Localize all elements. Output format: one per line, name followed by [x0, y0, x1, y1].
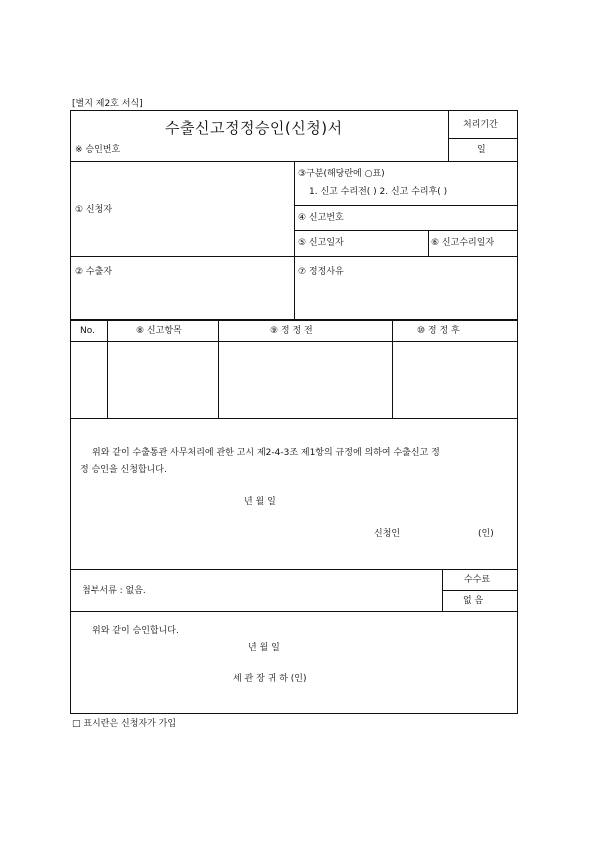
divider: [448, 110, 449, 162]
column-header-after: ⑩ 정 정 후: [417, 326, 460, 336]
divider: [107, 320, 108, 418]
divider: [428, 230, 429, 257]
declaration-date-label: ⑤ 신고일자: [298, 238, 344, 248]
approval-date: 년 월 일: [248, 643, 280, 653]
fee-value: 없 음: [463, 596, 484, 606]
declaration-number-label: ④ 신고번호: [298, 213, 344, 223]
divider: [218, 320, 219, 418]
divider: [70, 418, 518, 419]
form-number-label: [별지 제2호 서식]: [72, 99, 143, 109]
divider: [392, 320, 393, 418]
divider: [294, 205, 518, 206]
divider: [70, 569, 518, 570]
footnote: □ 표시란은 신청자가 가입: [72, 719, 177, 729]
fee-label: 수수료: [464, 575, 491, 585]
processing-period-label: 처리기간: [463, 120, 498, 130]
form-title: 수출신고정정승인(신청)서: [165, 119, 343, 137]
category-label: ③구분(해당란에 ○표): [298, 169, 385, 179]
divider: [294, 161, 295, 319]
applicant-seal: (인): [478, 529, 494, 539]
applicant-signature-label: 신청인: [374, 529, 401, 539]
application-statement-line1: 위와 같이 수출통관 사무처리에 관한 고시 제2-4-3조 제1항의 규정에 의하여 수출신고 정: [92, 448, 440, 458]
exporter-label: ② 수출자: [75, 267, 113, 277]
applicant-label: ① 신청자: [75, 205, 113, 215]
attachments-label: 첨부서류 : 없음.: [82, 586, 146, 596]
divider: [442, 590, 518, 591]
divider: [294, 230, 518, 231]
acceptance-date-label: ⑥ 신고수리일자: [431, 238, 495, 248]
divider: [70, 319, 518, 321]
divider: [448, 138, 518, 139]
column-header-no: No.: [80, 326, 95, 336]
correction-reason-label: ⑦ 정정사유: [298, 267, 344, 277]
divider: [70, 341, 518, 342]
column-header-before: ⑨ 정 정 전: [270, 326, 313, 336]
category-options: 1. 신고 수리전( ) 2. 신고 수리후( ): [309, 187, 448, 197]
column-header-item: ⑧ 신고항목: [136, 326, 182, 336]
approval-statement: 위와 같이 승인합니다.: [92, 626, 179, 636]
processing-period-value: 일: [477, 145, 486, 155]
divider: [70, 256, 518, 257]
customs-authority: 세 관 장 귀 하 (인): [233, 674, 307, 684]
application-date: 년 월 일: [244, 497, 276, 507]
application-statement-line2: 정 승인을 신청합니다.: [80, 465, 167, 475]
approval-number-label: ※ 승인번호: [75, 145, 121, 155]
divider: [70, 611, 518, 612]
